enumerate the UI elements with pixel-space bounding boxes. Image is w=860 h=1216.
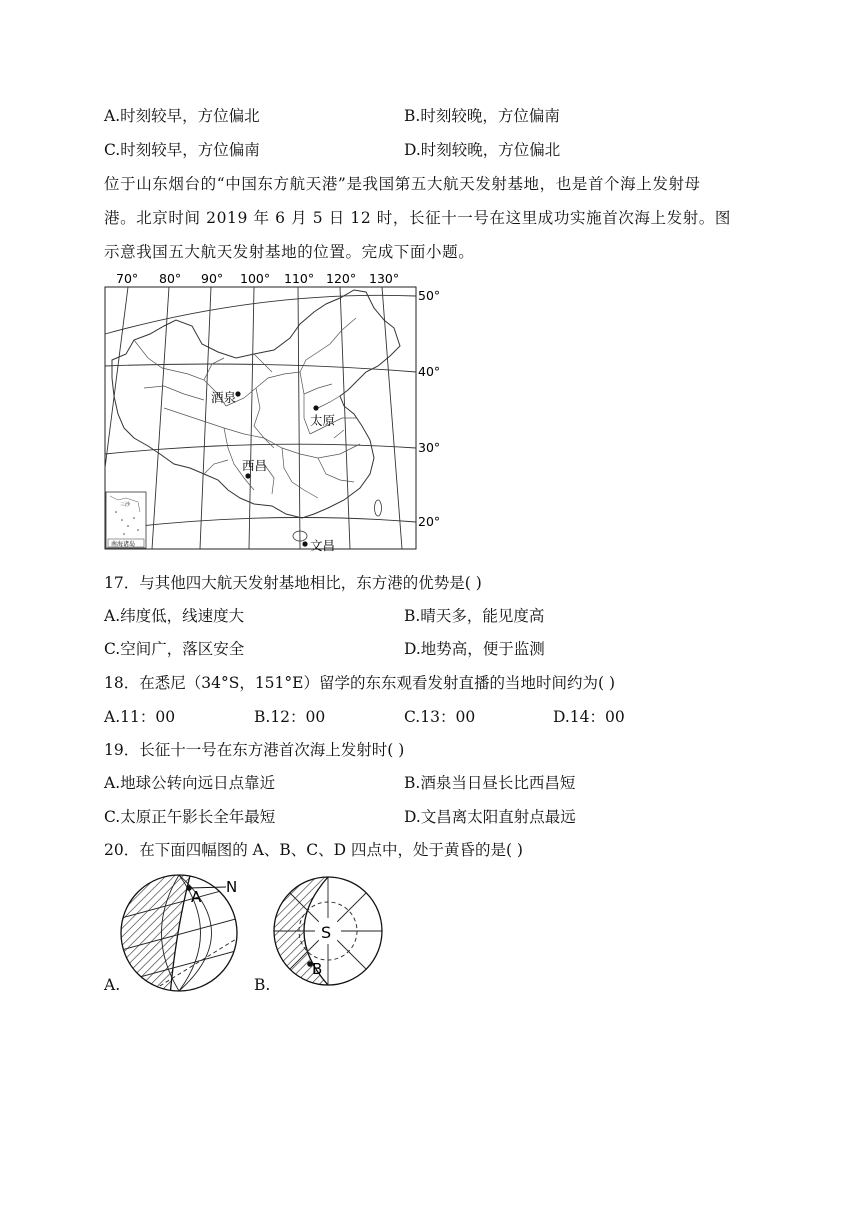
fig-a-point-label: A (191, 888, 202, 906)
q20-fig-b-label: B. (254, 976, 271, 994)
latitude-lines (105, 295, 416, 530)
prev-option-c: C.时刻较早，方位偏南 (104, 141, 260, 159)
lon-label-70: 70° (116, 271, 139, 286)
q20-stem: 20．在下面四幅图的 A、B、C、D 四点中，处于黄昏的是( ) (104, 841, 523, 859)
q17-option-c: C.空间广，落区安全 (104, 640, 245, 658)
china-launch-sites-map (104, 268, 449, 553)
china-outline (112, 290, 400, 518)
q18-stem: 18．在悉尼（34°S，151°E）留学的东东观看发射直播的当地时间约为( ) (104, 674, 615, 692)
lat-label-50: 50° (418, 288, 441, 303)
jiuquan-dot (235, 391, 240, 396)
q20-figure-b (270, 872, 386, 996)
q19-option-b: B.酒泉当日昼长比西昌短 (404, 774, 576, 792)
q18-option-a: A.11：00 (104, 708, 176, 726)
q19-option-c: C.太原正午影长全年最短 (104, 808, 276, 826)
passage-line-2: 港。北京时间 2019 年 6 月 5 日 12 时，长征十一号在这里成功实施首次海上发射。图 (104, 209, 732, 227)
city-jiuquan: 酒泉 (211, 390, 237, 405)
q18-option-b: B.12：00 (254, 708, 326, 726)
lat-label-40: 40° (418, 364, 441, 379)
q19-stem: 19．长征十一号在东方港首次海上发射时( ) (104, 741, 405, 759)
taiyuan-dot (313, 405, 318, 410)
city-xichang: 西昌 (242, 458, 268, 473)
xichang-dot (245, 473, 250, 478)
fig-b-pole-label: S (321, 923, 332, 942)
inset-label: 南海诸岛 (111, 541, 136, 548)
q17-option-b: B.晴天多，能见度高 (404, 607, 545, 625)
city-taiyuan: 太原 (310, 413, 336, 428)
q18-option-d: D.14：00 (553, 708, 625, 726)
passage-line-3: 示意我国五大航天发射基地的位置。完成下面小题。 (104, 243, 475, 261)
lon-label-130: 130° (369, 271, 400, 286)
lon-label-80: 80° (159, 271, 182, 286)
prev-option-a: A.时刻较早，方位偏北 (104, 107, 260, 125)
q20-fig-a-label: A. (104, 976, 121, 994)
fig-b-point-label: B (312, 960, 323, 978)
q19-option-a: A.地球公转向远日点靠近 (104, 774, 276, 792)
longitude-lines (105, 287, 402, 549)
q18-option-c: C.13：00 (404, 708, 476, 726)
fig-a-north-label: N (226, 878, 238, 896)
lat-label-20: 20° (418, 514, 441, 529)
lat-label-30: 30° (418, 440, 441, 455)
inset-sub-label: 三沙 (120, 502, 131, 508)
prev-option-b: B.时刻较晚，方位偏南 (404, 107, 560, 125)
wenchang-dot (302, 541, 307, 546)
passage (104, 167, 754, 269)
q17-stem: 17．与其他四大航天发射基地相比，东方港的优势是( ) (104, 574, 482, 592)
map-frame (105, 287, 416, 549)
taiwan-island (375, 500, 382, 516)
passage-line-1: 位于山东烟台的“中国东方航天港”是我国第五大航天发射基地，也是首个海上发射母 (104, 175, 701, 193)
lon-label-120: 120° (326, 271, 357, 286)
q17-option-d: D.地势高，便于监测 (404, 640, 545, 658)
city-wenchang: 文昌 (310, 538, 336, 553)
prev-option-d: D.时刻较晚，方位偏北 (404, 141, 561, 159)
lon-label-90: 90° (201, 271, 224, 286)
lon-label-100: 100° (240, 271, 271, 286)
q19-option-d: D.文昌离太阳直射点最远 (404, 808, 576, 826)
lon-label-110: 110° (284, 271, 315, 286)
q20-figure-a (114, 868, 254, 996)
q17-option-a: A.纬度低，线速度大 (104, 607, 245, 625)
